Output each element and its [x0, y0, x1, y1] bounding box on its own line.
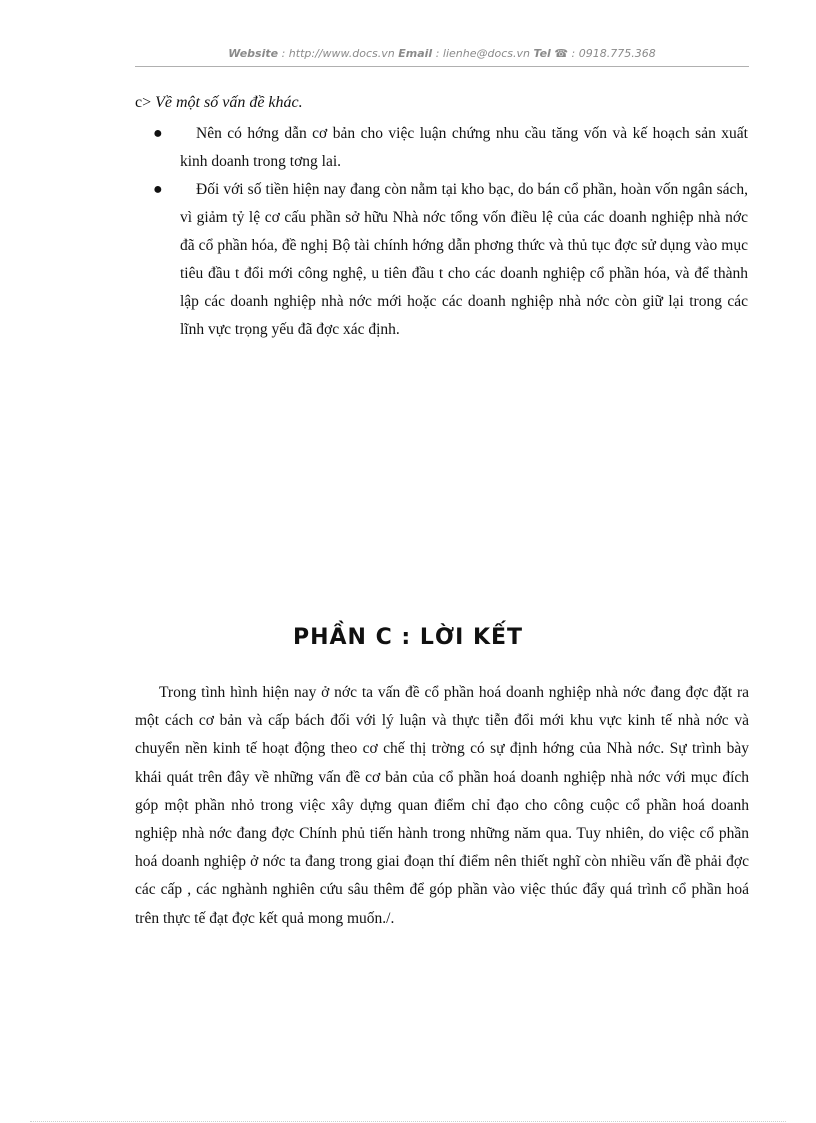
email-value[interactable]: : lienhe@docs.vn — [435, 47, 530, 60]
email-label: Email — [398, 47, 433, 60]
tel-value: ☎ : 0918.775.368 — [554, 47, 656, 60]
footer-divider — [30, 1121, 786, 1122]
website-value[interactable]: : http://www.docs.vn — [281, 47, 395, 60]
list-item-text: Đối với số tiền hiện nay đang còn nằm tại kho bạc, do bán cổ phần, hoàn vốn ngân sách, vì giảm tỷ lệ cơ cấu phần sở hữu Nhà nớc tổng vốn điều lệ của các doanh nghiệp nhà nớc đã cổ phần hóa, đề nghị Bộ tài chính hớng dẫn phơng thức và thủ tục đợc sử dụng vào mục tiêu đầu t đổi mới công nghệ, u tiên đầu t cho các doanh nghiệp cổ phần hóa, và để thành lập các doanh nghiệp nhà nớc mới hoặc các doanh nghiệp nhà nớc còn giữ lại trong các lĩnh vực trọng yếu đã đợc xác định. — [180, 181, 748, 338]
bullet-icon: ● — [153, 181, 163, 198]
subsection-heading — [135, 94, 303, 112]
subsection-label: c> — [135, 94, 152, 111]
bullet-list — [150, 120, 748, 344]
section-title: PHẦN C : LỜI KẾT — [292, 625, 524, 650]
subsection-title: Về một số vấn đề khác. — [155, 94, 303, 111]
list-item-text: Nên có hớng dẫn cơ bản cho việc luận chứng nhu cầu tăng vốn và kế hoạch sản xuất kinh doanh trong tơng lai. — [180, 125, 748, 170]
list-item — [150, 176, 748, 344]
bullet-icon: ● — [153, 125, 163, 142]
page-header — [135, 47, 749, 60]
website-label: Website — [228, 47, 279, 60]
conclusion-paragraph: Trong tình hình hiện nay ở nớc ta vấn đề cổ phần hoá doanh nghiệp nhà nớc đang đợc đặt ra một cách cơ bản và cấp bách đối với lý luận và thực tiễn đổi mới khu vực kinh tế nhà nớc và chuyển nền kinh tế hoạt động theo cơ chế thị trờng có sự định hớng của Nhà nớc. Sự trình bày khái quát trên đây về những vấn đề cơ bản của cổ phần hoá doanh nghiệp nhà nớc với mục đích góp một phần nhỏ trong việc xây dựng quan điểm chỉ đạo cho công cuộc cổ phần hoá doanh nghiệp nhà nớc đang đợc Chính phủ tiến hành trong những năm qua. Tuy nhiên, do việc cổ phần hoá doanh nghiệp ở nớc ta đang trong giai đoạn thí điểm nên thiết nghĩ còn nhiều vấn đề phải đợc các cấp , các nghành nghiên cứu sâu thêm để góp phần vào việc thúc đẩy quá trình cổ phần hoá trên thực tế đạt đợc kết quả mong muốn./. — [135, 684, 749, 927]
list-item — [150, 120, 748, 176]
header-divider — [135, 66, 749, 67]
tel-label: Tel — [533, 47, 551, 60]
